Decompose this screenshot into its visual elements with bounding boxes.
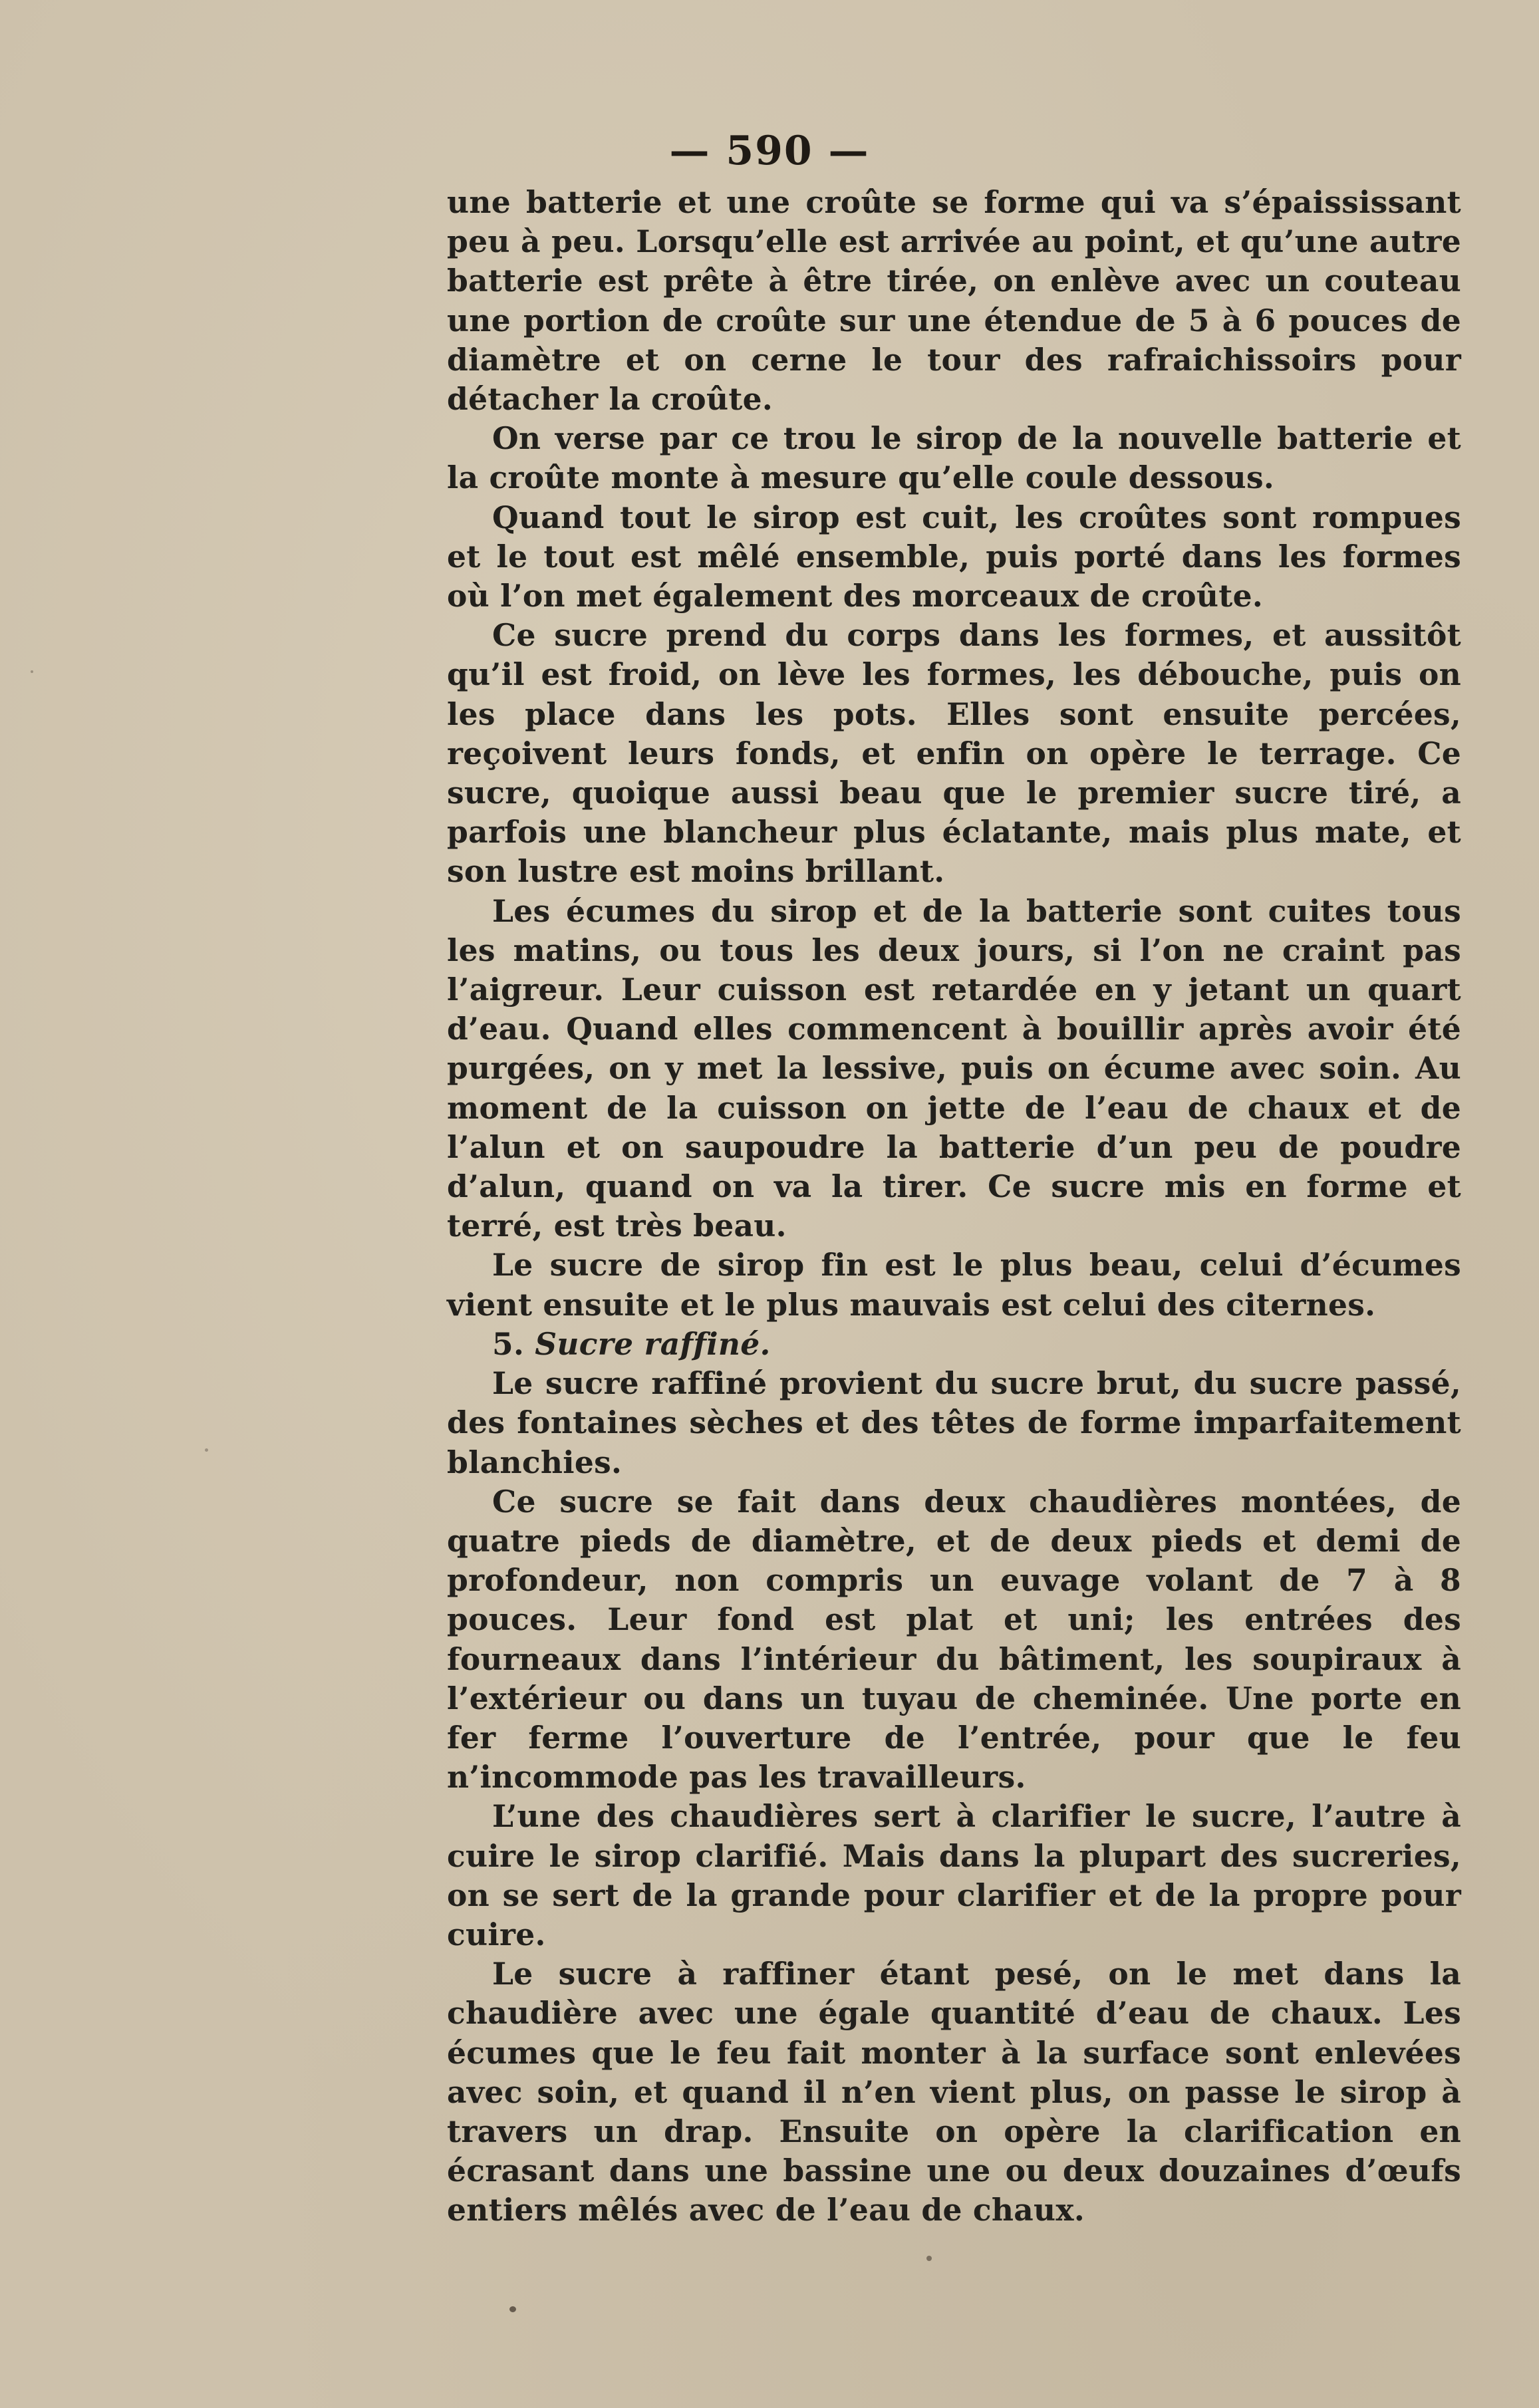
- paper-speck: [509, 2306, 516, 2312]
- paragraph: On verse par ce trou le sirop de la nouvelle batterie et la croûte monte à mesure qu’elle coule dessous.: [447, 420, 1461, 496]
- paragraph: Le sucre raffiné provient du sucre brut, du sucre passé, des fontaines sèches et des têtes de forme imparfaitement blanchies.: [447, 1365, 1461, 1480]
- paragraph: Le sucre à raffiner étant pesé, on le met dans la chaudière avec une égale quantité d’eau de chaux. Les écumes que le feu fait monter à la surface sont enlevées avec soin, et quand il n’en vient plus, on passe le sirop à travers un drap. Ensuite on opère la clarification en écrasant dans une bassine une ou deux douzaines d’œufs entiers mêlés avec de l’eau de chaux.: [447, 1956, 1461, 2228]
- paragraph: Ce sucre se fait dans deux chaudières montées, de quatre pieds de diamètre, et de deux pieds et demi de profondeur, non compris un euvage volant de 7 à 8 pouces. Leur fond est plat et uni; les entrées des fourneaux dans l’intérieur du bâtiment, les soupiraux à l’extérieur ou dans un tuyau de cheminée. Une porte en fer ferme l’ouverture de l’entrée, pour que le feu n’incommode pas les travailleurs.: [447, 1483, 1461, 1796]
- paragraph: Le sucre de sirop fin est le plus beau, celui d’écumes vient ensuite et le plus mauvais est celui des citernes.: [447, 1247, 1461, 1323]
- paragraph: L’une des chaudières sert à clarifier le sucre, l’autre à cuire le sirop clarifié. Mais dans la plupart des sucreries, on se sert de la grande pour clarifier et de la propre pour cuire.: [447, 1798, 1461, 1952]
- paragraph: une batterie et une croûte se forme qui va s’épaississant peu à peu. Lorsqu’elle est arrivée au point, et qu’une autre batterie est prête à être tirée, on enlève avec un couteau une portion de croûte sur une étendue de 5 à 6 pouces de diamètre et on cerne le tour des rafraichissoirs pour détacher la croûte.: [447, 184, 1461, 418]
- paper-speck: [31, 670, 33, 673]
- paper-speck: [926, 2256, 932, 2261]
- paper-speck: [205, 1448, 208, 1452]
- paragraph: Les écumes du sirop et de la batterie sont cuites tous les matins, ou tous les deux jours, si l’on ne craint pas l’aigreur. Leur cuisson est retardée en y jetant un quart d’eau. Quand elles commencent à bouillir après avoir été purgées, on y met la lessive, puis on écume avec soin. Au moment de la cuisson on jette de l’eau de chaux et de l’alun et on saupoudre la batterie d’un peu de poudre d’alun, quand on va la tirer. Ce sucre mis en forme et terré, est très beau.: [447, 892, 1461, 1244]
- body-text: [447, 183, 1461, 2230]
- paragraph: Quand tout le sirop est cuit, les croûtes sont rompues et le tout est mêlé ensemble, puis porté dans les formes où l’on met également des morceaux de croûte.: [447, 499, 1461, 614]
- paragraph: Ce sucre prend du corps dans les formes, et aussitôt qu’il est froid, on lève les formes, les débouche, puis on les place dans les pots. Elles sont ensuite percées, reçoivent leurs fonds, et enfin on opère le terrage. Ce sucre, quoique aussi beau que le premier sucre tiré, a parfois une blancheur plus éclatante, mais plus mate, et son lustre est moins brillant.: [447, 617, 1461, 890]
- section-number: 5.: [492, 1325, 525, 1362]
- section-title: Sucre raffiné.: [535, 1325, 771, 1362]
- section-heading: [447, 1325, 1461, 1364]
- page-number: — 590 —: [669, 128, 870, 174]
